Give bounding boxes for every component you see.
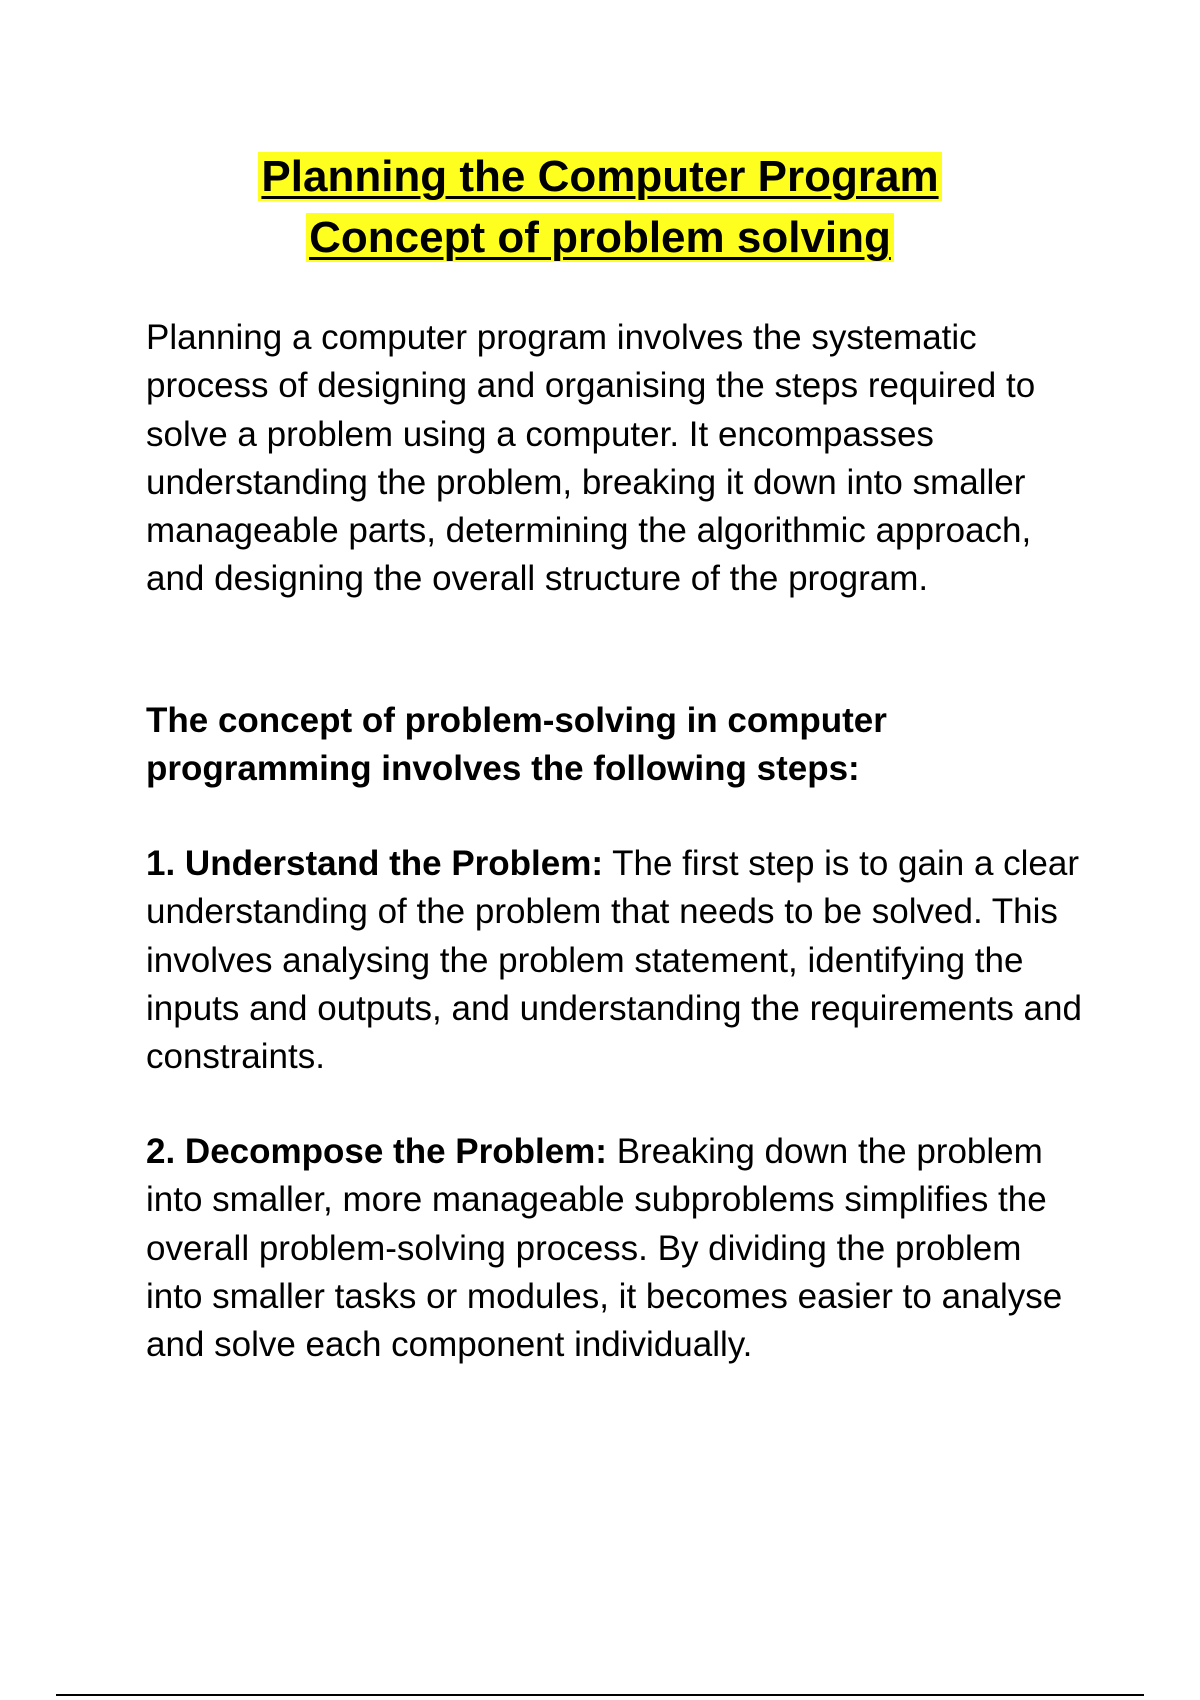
title-block [0, 146, 1200, 268]
step-paragraph [146, 1128, 1086, 1369]
title-line-1 [0, 146, 1200, 207]
page-title: Planning the Computer Program [258, 152, 941, 201]
page-subtitle: Concept of problem solving [306, 213, 894, 262]
step-paragraph [146, 840, 1086, 1081]
step-text: The first step is to gain a clear understanding of the problem that needs to be solved. This involves analysing the problem statement, identifying the inputs and outputs, and understanding the requirements and constraints. [146, 844, 1082, 1077]
step-text: Breaking down the problem into smaller, more manageable subproblems simplifies the overall problem-solving process. By dividing the problem into smaller tasks or modules, it becomes easier to analyse and solve each component individually. [146, 1132, 1063, 1365]
title-line-2 [0, 207, 1200, 268]
intro-paragraph: Planning a computer program involves the systematic process of designing and organising the steps required to solve a problem using a computer. It encompasses understanding the problem, breaking it down into smaller manageable parts, determining the algorithmic approach, and designing the overall structure of the program. [146, 318, 1036, 599]
section-heading: The concept of problem-solving in computer programming involves the following steps: [146, 701, 887, 789]
page-divider [56, 1694, 1144, 1696]
step-title: 2. Decompose the Problem: [146, 1132, 607, 1171]
step-title: 1. Understand the Problem: [146, 844, 604, 883]
